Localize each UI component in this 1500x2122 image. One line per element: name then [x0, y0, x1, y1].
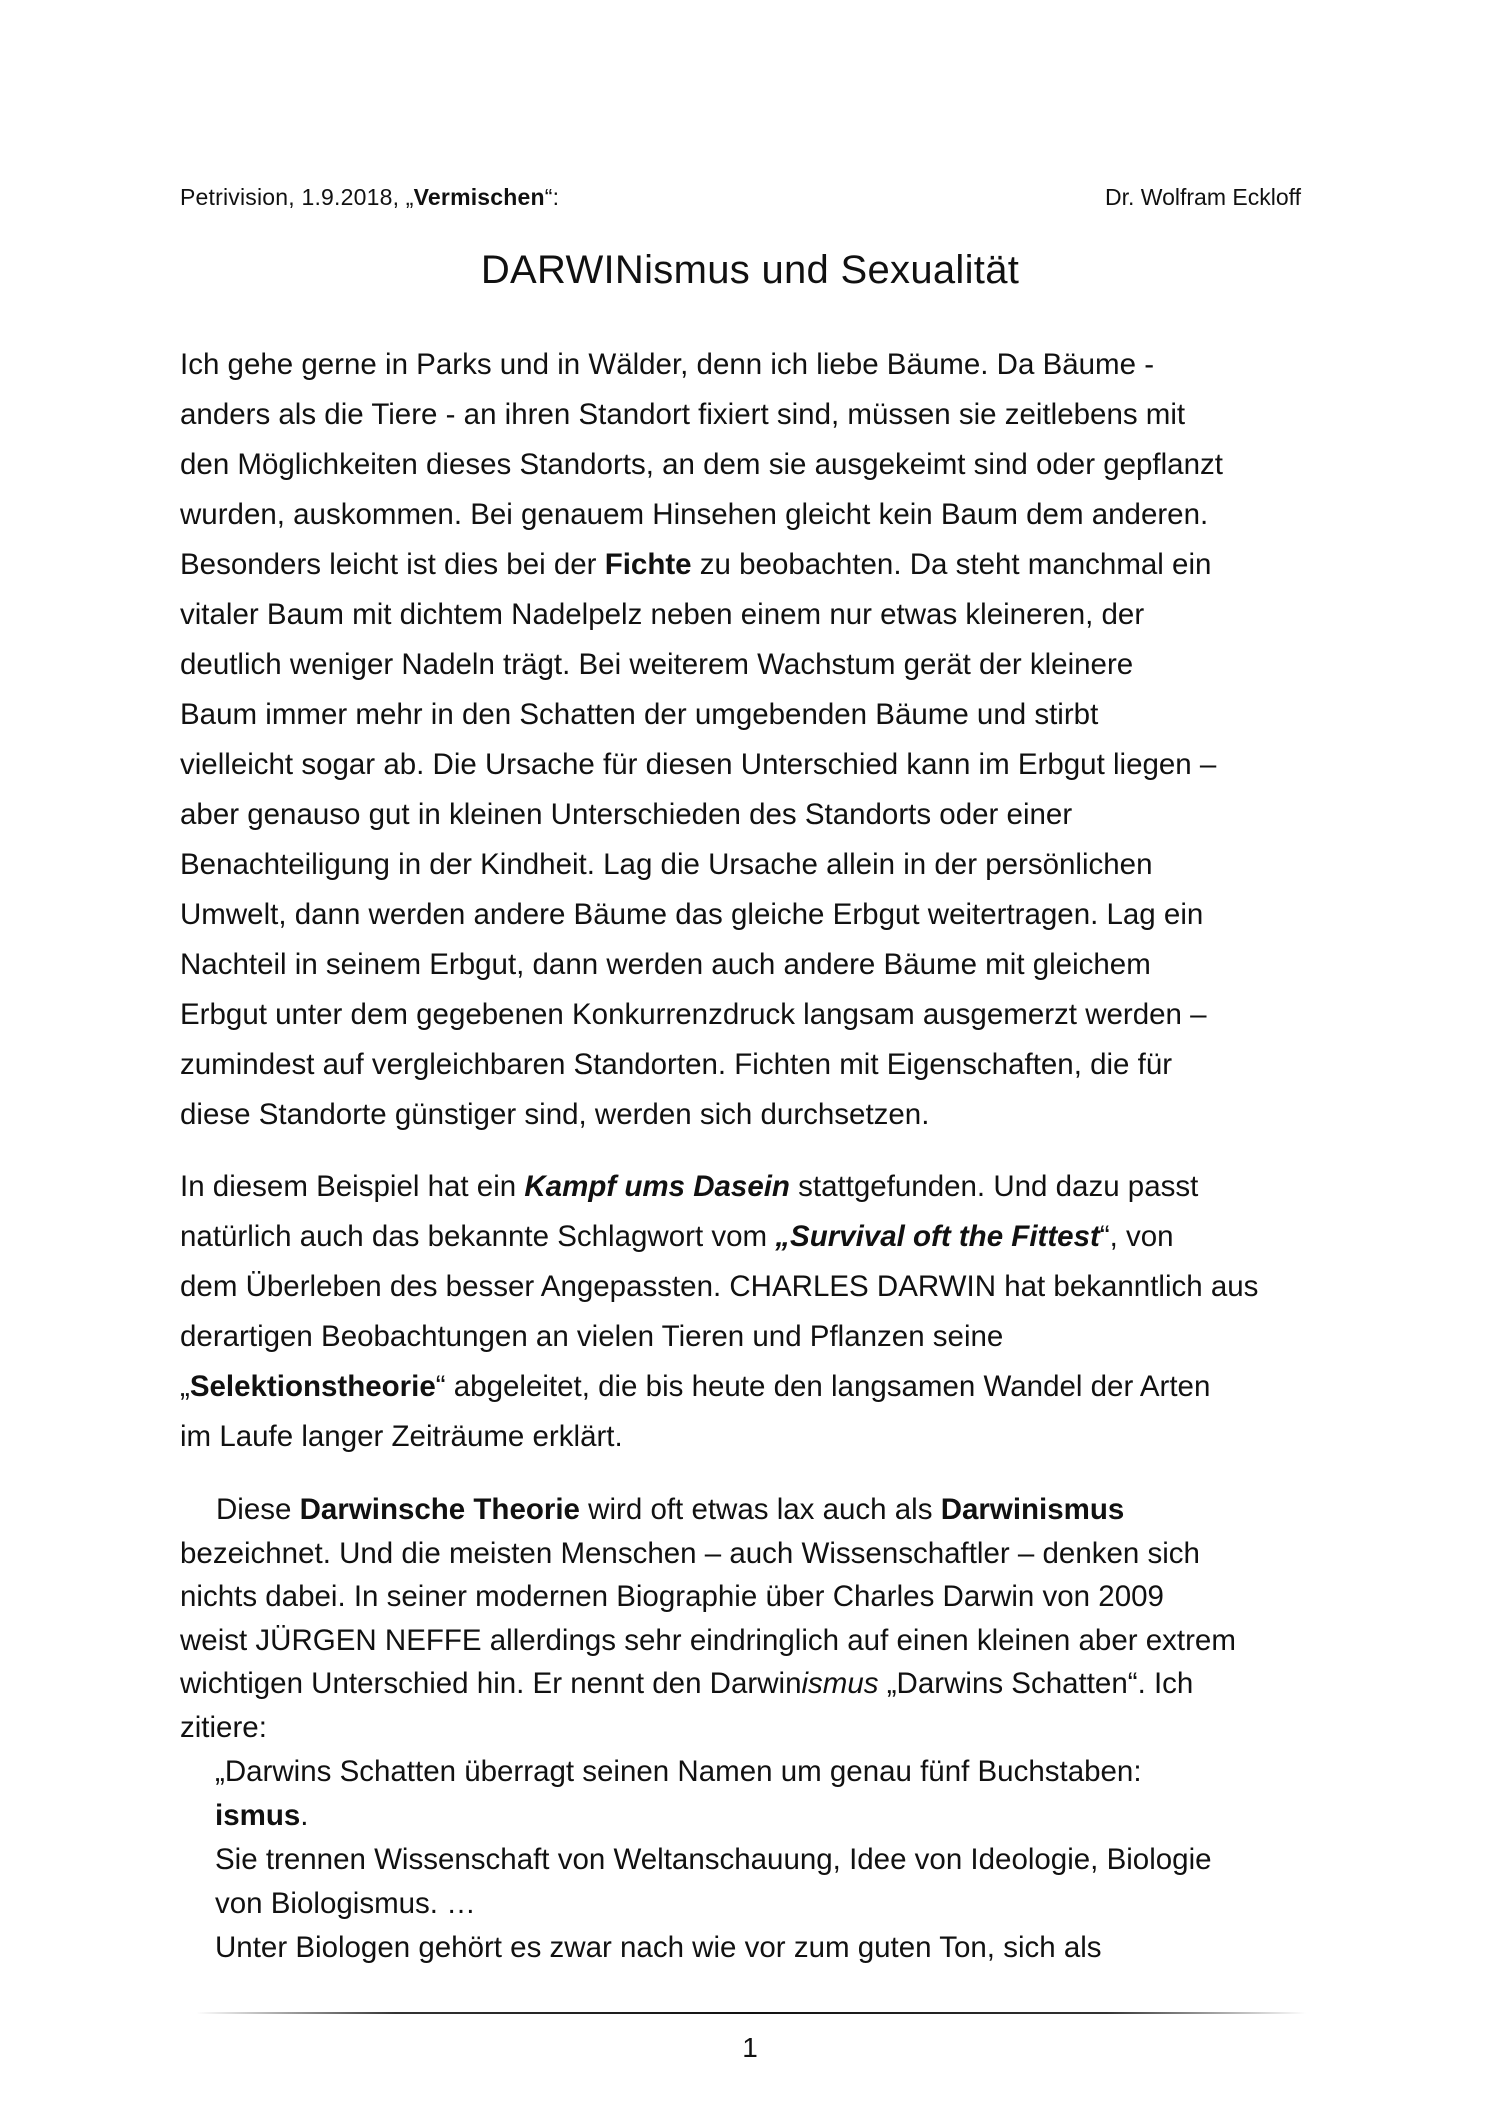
text-run: “, von — [1099, 1220, 1174, 1253]
text-line: Erbgut unter dem gegebenen Konkurrenzdruck langsam ausgemerzt werden – — [180, 998, 1207, 1031]
italic-term-ismus: ismus — [801, 1667, 879, 1701]
bold-term-selektionstheorie: Selektionstheorie — [189, 1370, 436, 1403]
text-line: im Laufe langer Zeiträume erklärt. — [180, 1420, 623, 1453]
bold-term-ismus: ismus — [215, 1799, 301, 1832]
text-line: bezeichnet. Und die meisten Menschen – auch Wissenschaftler – denken sich — [180, 1536, 1200, 1570]
text-line: weist JÜRGEN NEFFE allerdings sehr eindringlich auf einen kleinen aber extrem — [180, 1623, 1236, 1657]
text-line — [180, 1212, 1330, 1262]
text-line: wurden, auskommen. Bei genauem Hinsehen gleicht kein Baum dem anderen. — [180, 498, 1209, 531]
bold-term-darwinismus: Darwinismus — [940, 1493, 1125, 1526]
text-run: In diesem Beispiel hat ein — [180, 1170, 525, 1203]
text-line: Baum immer mehr in den Schatten der umgebenden Bäume und stirbt — [180, 698, 1099, 731]
text-run: wird oft etwas lax auch als — [579, 1493, 941, 1526]
text-line: Umwelt, dann werden andere Bäume das gleiche Erbgut weitertragen. Lag ein — [180, 898, 1204, 931]
quote-line: von Biologismus. … — [215, 1887, 476, 1920]
text-line: vielleicht sogar ab. Die Ursache für diesen Unterschied kann im Erbgut liegen – — [180, 748, 1217, 781]
header-source-prefix: Petrivision, 1.9.2018, „ — [180, 184, 414, 210]
text-run: „Darwins Schatten“. Ich — [878, 1667, 1194, 1701]
text-line: Nachteil in seinem Erbgut, dann werden auch andere Bäume mit gleichem — [180, 948, 1151, 981]
text-run: Besonders leicht ist dies bei der — [180, 548, 605, 581]
text-line: zitiere: — [180, 1710, 267, 1744]
quote-line — [215, 1794, 1315, 1838]
header-source-suffix: “: — [544, 184, 560, 210]
text-line: den Möglichkeiten dieses Standorts, an dem sie ausgekeimt sind oder gepflanzt — [180, 448, 1223, 481]
text-run: stattgefunden. Und dazu passt — [789, 1170, 1199, 1203]
text-run: natürlich auch das bekannte Schlagwort vom — [180, 1220, 776, 1253]
page-title: DARWINismus und Sexualität — [480, 248, 1020, 292]
quote-line: Sie trennen Wissenschaft von Weltanschauung, Idee von Ideologie, Biologie — [215, 1843, 1212, 1876]
text-run: „ — [180, 1370, 190, 1403]
text-line — [180, 1362, 1330, 1412]
header-source-bold: Vermischen — [413, 184, 545, 210]
paragraph-2 — [180, 1162, 1330, 1462]
text-line: dem Überleben des besser Angepassten. CHARLES DARWIN hat bekanntlich aus — [180, 1270, 1259, 1303]
text-line: aber genauso gut in kleinen Unterschieden des Standorts oder einer — [180, 798, 1073, 831]
text-run: “ abgeleitet, die bis heute den langsamen Wandel der Arten — [435, 1370, 1211, 1403]
text-run: Diese — [216, 1493, 300, 1526]
quote-line: „Darwins Schatten überragt seinen Namen um genau fünf Buchstaben: — [215, 1755, 1142, 1788]
header-source — [180, 184, 559, 211]
text-run: zu beobachten. Da steht manchmal ein — [691, 548, 1212, 581]
text-line: Ich gehe gerne in Parks und in Wälder, denn ich liebe Bäume. Da Bäume - — [180, 348, 1155, 381]
paragraph-1 — [180, 340, 1330, 1140]
bold-term-fichte: Fichte — [604, 548, 692, 581]
text-line: Benachteiligung in der Kindheit. Lag die Ursache allein in der persönlichen — [180, 848, 1153, 881]
paragraph-3 — [180, 1488, 1330, 1750]
quote-line: Unter Biologen gehört es zwar nach wie vor zum guten Ton, sich als — [215, 1931, 1102, 1964]
bold-italic-term-survival: „Survival oft the Fittest — [775, 1220, 1100, 1253]
bold-italic-term-kampf: Kampf ums Dasein — [524, 1170, 790, 1203]
text-line: nichts dabei. In seiner modernen Biographie über Charles Darwin von 2009 — [180, 1580, 1164, 1614]
text-run: wichtigen Unterschied hin. Er nennt den Darwin — [180, 1667, 802, 1701]
block-quote — [215, 1750, 1315, 1970]
page-number: 1 — [742, 2032, 758, 2063]
text-line: zumindest auf vergleichbaren Standorten. Fichten mit Eigenschaften, die für — [180, 1048, 1173, 1081]
text-run: . — [300, 1799, 309, 1832]
footer-divider — [196, 2012, 1306, 2014]
text-line: deutlich weniger Nadeln trägt. Bei weiterem Wachstum gerät der kleinere — [180, 648, 1134, 681]
text-line: derartigen Beobachtungen an vielen Tieren und Pflanzen seine — [180, 1320, 1004, 1353]
text-line — [180, 540, 1330, 590]
text-line — [180, 1662, 1330, 1706]
header-author: Dr. Wolfram Eckloff — [1105, 184, 1301, 210]
text-line: diese Standorte günstiger sind, werden sich durchsetzen. — [180, 1098, 930, 1131]
text-line: anders als die Tiere - an ihren Standort fixiert sind, müssen sie zeitlebens mit — [180, 398, 1186, 431]
text-line: vitaler Baum mit dichtem Nadelpelz neben einem nur etwas kleineren, der — [180, 598, 1145, 631]
text-line — [180, 1162, 1330, 1212]
bold-term-darwinsche-theorie: Darwinsche Theorie — [299, 1493, 580, 1526]
text-line — [180, 1488, 1330, 1532]
